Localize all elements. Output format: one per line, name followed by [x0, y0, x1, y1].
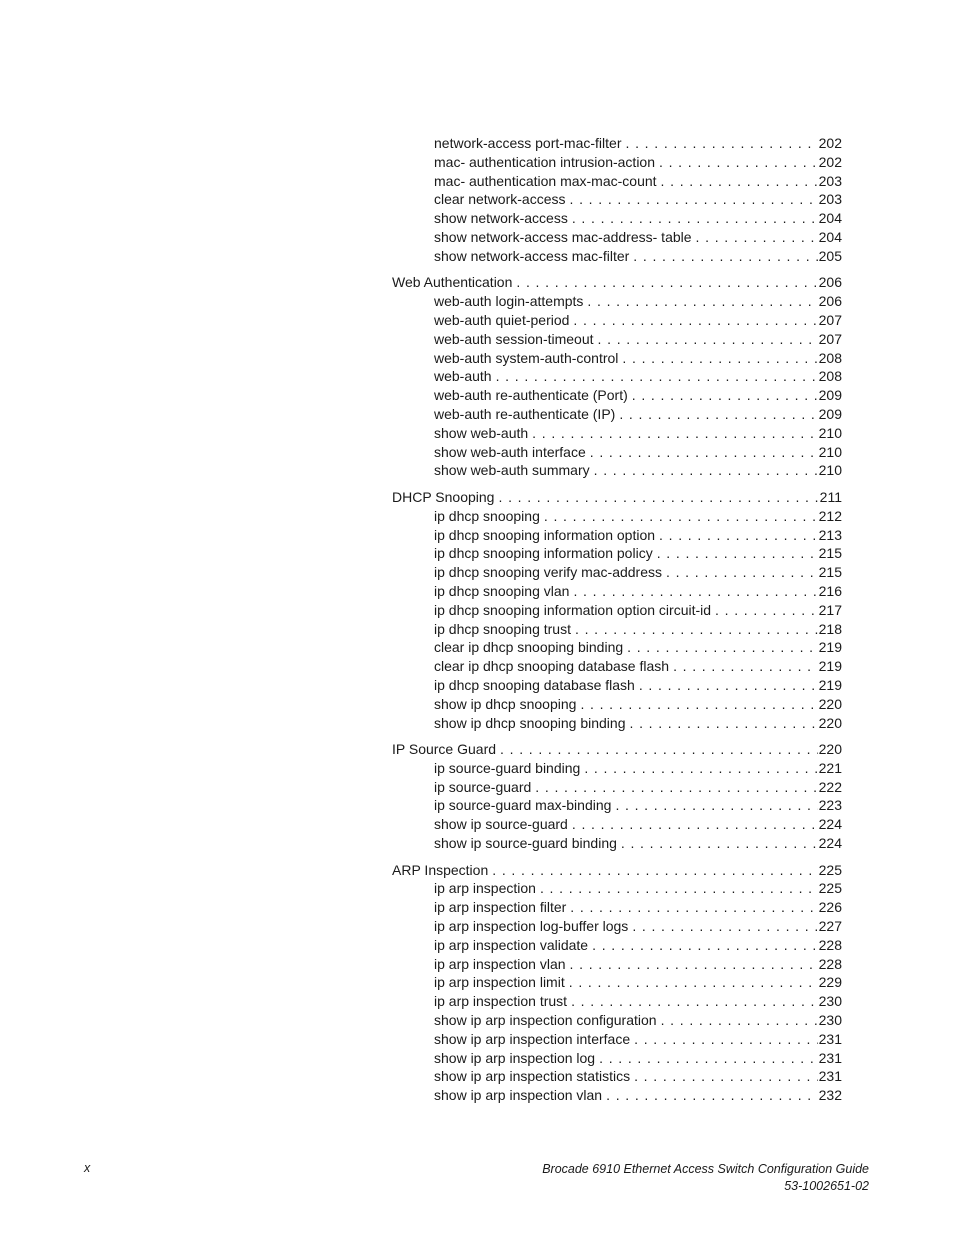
toc-entry[interactable]	[392, 676, 842, 695]
toc-entry-page: 218	[818, 620, 842, 637]
dot-leader	[580, 695, 817, 714]
dot-leader	[584, 759, 817, 778]
toc-entry[interactable]	[392, 898, 842, 917]
toc-entry[interactable]	[392, 815, 842, 834]
dot-leader	[633, 247, 817, 266]
toc-entry-page: 231	[818, 1049, 842, 1066]
dot-leader	[657, 544, 818, 563]
page-number: x	[84, 1161, 91, 1175]
toc-entry-label: web-auth system-auth-control	[434, 349, 619, 366]
toc-entry[interactable]	[392, 1067, 842, 1086]
toc-entry-label: network-access port-mac-filter	[434, 135, 622, 151]
toc-entry-page: 230	[818, 1012, 842, 1029]
dot-leader	[575, 620, 818, 639]
toc-entry[interactable]	[392, 292, 842, 311]
toc-entry[interactable]	[392, 834, 842, 853]
toc-entry[interactable]	[392, 228, 842, 247]
toc-entry-page: 203	[818, 172, 842, 189]
toc-entry-label: ip arp inspection filter	[434, 899, 567, 916]
toc-entry-page: 205	[818, 247, 842, 264]
toc-entry-page: 204	[818, 228, 842, 245]
toc-section-entry[interactable]	[392, 861, 842, 880]
toc-entry-label: show ip dhcp snooping binding	[434, 714, 626, 731]
toc-entry[interactable]	[392, 992, 842, 1011]
toc-entry-label: show ip dhcp snooping	[434, 695, 577, 712]
toc-entry-page: 231	[818, 1030, 842, 1047]
dot-leader	[634, 1030, 818, 1049]
dot-leader	[572, 209, 818, 228]
dot-leader	[498, 488, 818, 507]
toc-entry-page: 202	[818, 135, 842, 151]
toc-entry-label: show web-auth summary	[434, 462, 590, 479]
dot-leader	[492, 861, 817, 880]
dot-leader	[627, 638, 818, 657]
toc-entry-page: 227	[818, 918, 842, 935]
toc-entry-page: 225	[818, 880, 842, 897]
toc-entry-page: 231	[818, 1068, 842, 1085]
toc-entry-label: ip source-guard max-binding	[434, 797, 612, 814]
toc-entry-label: show ip arp inspection statistics	[434, 1068, 631, 1085]
toc-entry[interactable]	[392, 1030, 842, 1049]
toc-entry-label: ARP Inspection	[392, 861, 489, 878]
toc-entry[interactable]	[392, 1011, 842, 1030]
toc-entry[interactable]	[392, 620, 842, 639]
dot-leader	[673, 657, 818, 676]
toc-entry[interactable]	[392, 563, 842, 582]
dot-leader	[715, 601, 818, 620]
toc-entry-label: show network-access mac-filter	[434, 247, 630, 264]
toc-entry[interactable]	[392, 134, 842, 153]
toc-entry-page: 210	[818, 443, 842, 460]
toc-entry[interactable]	[392, 209, 842, 228]
toc-entry-label: ip arp inspection limit	[434, 974, 565, 991]
dot-leader	[594, 461, 818, 480]
toc-entry-label: show ip arp inspection vlan	[434, 1087, 603, 1104]
dot-leader	[573, 311, 817, 330]
toc-entry[interactable]	[392, 247, 842, 266]
toc-entry[interactable]	[392, 544, 842, 563]
toc-entry[interactable]	[392, 443, 842, 462]
toc-entry[interactable]	[392, 507, 842, 526]
toc-entry-label: web-auth login-attempts	[434, 293, 584, 310]
dot-leader	[615, 796, 817, 815]
toc-entry-page: 210	[818, 462, 842, 479]
toc-entry-label: ip dhcp snooping vlan	[434, 582, 570, 599]
toc-entry-page: 230	[818, 993, 842, 1010]
toc-entry[interactable]	[392, 367, 842, 386]
toc-entry-page: 211	[819, 488, 842, 505]
toc-entry-label: DHCP Snooping	[392, 488, 495, 505]
toc-entry[interactable]	[392, 1086, 842, 1105]
toc-entry-page: 207	[818, 330, 842, 347]
dot-leader	[619, 405, 817, 424]
toc-entry-page: 217	[818, 601, 842, 618]
toc-entry[interactable]	[392, 330, 842, 349]
dot-leader	[659, 526, 818, 545]
toc-entry[interactable]	[392, 461, 842, 480]
toc-entry-label: web-auth re-authenticate (IP)	[434, 405, 616, 422]
toc-entry-page: 206	[818, 274, 842, 291]
toc-section-entry[interactable]	[392, 488, 842, 507]
dot-leader	[572, 815, 818, 834]
toc-entry[interactable]	[392, 695, 842, 714]
toc-entry[interactable]	[392, 936, 842, 955]
toc-entry-label: ip dhcp snooping database flash	[434, 676, 635, 693]
toc-entry-label: ip source-guard	[434, 778, 532, 795]
dot-leader	[666, 563, 818, 582]
toc-entry-page: 213	[818, 526, 842, 543]
toc-entry-label: ip arp inspection vlan	[434, 955, 566, 972]
toc-entry-page: 215	[818, 545, 842, 562]
dot-leader	[632, 386, 818, 405]
toc-entry[interactable]	[392, 601, 842, 620]
dot-leader	[696, 228, 818, 247]
toc-entry-page: 206	[818, 293, 842, 310]
toc-entry-label: show ip arp inspection interface	[434, 1030, 631, 1047]
toc-entry[interactable]	[392, 917, 842, 936]
toc-entry-label: show network-access	[434, 210, 568, 227]
toc-entry-label: show web-auth	[434, 424, 529, 441]
dot-leader	[571, 992, 818, 1011]
dot-leader	[606, 1086, 818, 1105]
toc-entry-label: clear network-access	[434, 191, 566, 208]
dot-leader	[598, 330, 818, 349]
toc-entry-page: 226	[818, 899, 842, 916]
toc-entry[interactable]	[392, 955, 842, 974]
dot-leader	[569, 973, 818, 992]
toc-entry[interactable]	[392, 638, 842, 657]
toc-entry-label: ip arp inspection log-buffer logs	[434, 918, 629, 935]
toc-entry-page: 228	[818, 936, 842, 953]
toc-entry-label: ip dhcp snooping trust	[434, 620, 571, 637]
toc-entry-page: 219	[818, 658, 842, 675]
toc-entry[interactable]	[392, 386, 842, 405]
toc-entry[interactable]	[392, 405, 842, 424]
toc-section-entry[interactable]	[392, 740, 842, 759]
toc-entry-label: ip arp inspection validate	[434, 936, 589, 953]
dot-leader	[661, 172, 818, 191]
toc-section-entry[interactable]	[392, 273, 842, 292]
toc-entry[interactable]	[392, 796, 842, 815]
toc-entry-label: clear ip dhcp snooping binding	[434, 639, 624, 656]
toc-entry[interactable]	[392, 778, 842, 797]
dot-leader	[570, 190, 818, 209]
dot-leader	[622, 349, 817, 368]
toc-entry-page: 209	[818, 387, 842, 404]
toc-entry-page: 204	[818, 210, 842, 227]
toc-entry-label: show ip arp inspection configuration	[434, 1012, 657, 1029]
toc-entry[interactable]	[392, 424, 842, 443]
toc-entry-label: ip dhcp snooping	[434, 507, 540, 524]
dot-leader	[621, 834, 818, 853]
toc-entry-page: 212	[818, 507, 842, 524]
toc-entry[interactable]	[392, 526, 842, 545]
toc-entry[interactable]	[392, 973, 842, 992]
toc-entry-page: 209	[818, 405, 842, 422]
toc-entry-label: ip dhcp snooping information policy	[434, 545, 653, 562]
toc-entry-page: 232	[818, 1087, 842, 1104]
doc-number: 53-1002651-02	[784, 1179, 869, 1193]
toc-entry-page: 221	[818, 759, 842, 776]
dot-leader	[592, 936, 818, 955]
toc-entry-label: ip dhcp snooping verify mac-address	[434, 564, 663, 581]
toc-entry-label: ip arp inspection trust	[434, 993, 568, 1010]
toc-entry-page: 228	[818, 955, 842, 972]
dot-leader	[500, 740, 818, 759]
toc-entry-page: 222	[818, 778, 842, 795]
doc-title: Brocade 6910 Ethernet Access Switch Configuration Guide	[542, 1162, 869, 1176]
toc-entry-page: 202	[818, 153, 842, 170]
toc-entry-page: 225	[818, 861, 842, 878]
toc-entry[interactable]	[392, 172, 842, 191]
toc-entry-page: 220	[818, 714, 842, 731]
toc-entry[interactable]	[392, 190, 842, 209]
toc-entry-label: ip arp inspection	[434, 880, 536, 897]
toc-entry[interactable]	[392, 879, 842, 898]
toc-entry-label: web-auth	[434, 368, 492, 385]
toc-entry[interactable]	[392, 714, 842, 733]
toc-entry-label: show ip source-guard binding	[434, 835, 617, 852]
dot-leader	[590, 443, 818, 462]
toc-entry-page: 223	[818, 797, 842, 814]
dot-leader	[540, 879, 818, 898]
toc-entry[interactable]	[392, 153, 842, 172]
dot-leader	[573, 582, 817, 601]
toc-entry[interactable]	[392, 582, 842, 601]
toc-entry-label: mac- authentication max-mac-count	[434, 172, 657, 189]
dot-leader	[535, 778, 817, 797]
dot-leader	[639, 676, 818, 695]
toc-entry-page: 208	[818, 368, 842, 385]
dot-leader	[532, 424, 817, 443]
toc-entry[interactable]	[392, 311, 842, 330]
toc-entry[interactable]	[392, 1049, 842, 1068]
dot-leader	[626, 134, 818, 153]
dot-leader	[570, 955, 818, 974]
dot-leader	[661, 1011, 818, 1030]
toc-entry-page: 207	[818, 311, 842, 328]
toc-entry-page: 224	[818, 835, 842, 852]
dot-leader	[570, 898, 817, 917]
toc-entry-label: ip source-guard binding	[434, 759, 581, 776]
toc-entry-label: web-auth quiet-period	[434, 311, 570, 328]
toc-entry-label: IP Source Guard	[392, 741, 497, 758]
toc-entry-label: show ip source-guard	[434, 816, 568, 833]
dot-leader	[634, 1067, 818, 1086]
dot-leader	[516, 273, 817, 292]
dot-leader	[544, 507, 818, 526]
toc-entry-label: show ip arp inspection log	[434, 1049, 596, 1066]
toc-entry-label: Web Authentication	[392, 274, 513, 291]
toc-entry[interactable]	[392, 657, 842, 676]
toc-entry-page: 220	[818, 741, 842, 758]
dot-leader	[629, 714, 817, 733]
toc-entry-page: 208	[818, 349, 842, 366]
toc-entry-page: 203	[818, 191, 842, 208]
toc-entry-page: 210	[818, 424, 842, 441]
toc-entry-label: web-auth re-authenticate (Port)	[434, 387, 628, 404]
dot-leader	[587, 292, 817, 311]
dot-leader	[632, 917, 817, 936]
toc-entry-page: 215	[818, 564, 842, 581]
toc-entry[interactable]	[392, 349, 842, 368]
toc-entry-label: ip dhcp snooping information option	[434, 526, 656, 543]
footer-doc-info	[542, 1161, 869, 1195]
toc-entry-label: mac- authentication intrusion-action	[434, 153, 656, 170]
toc-entry-label: ip dhcp snooping information option circuit-id	[434, 601, 712, 618]
toc-entry-label: clear ip dhcp snooping database flash	[434, 658, 670, 675]
toc-entry-page: 220	[818, 695, 842, 712]
toc-entry-label: show web-auth interface	[434, 443, 586, 460]
toc-entry-page: 219	[818, 676, 842, 693]
toc-entry-page: 216	[818, 582, 842, 599]
dot-leader	[599, 1049, 818, 1068]
toc-entry-label: show network-access mac-address- table	[434, 228, 692, 245]
toc-entry-label: web-auth session-timeout	[434, 330, 594, 347]
dot-leader	[496, 367, 818, 386]
dot-leader	[659, 153, 818, 172]
toc-entry-page: 229	[818, 974, 842, 991]
table-of-contents	[392, 134, 842, 1105]
toc-entry[interactable]	[392, 759, 842, 778]
toc-entry-page: 224	[818, 816, 842, 833]
toc-entry-page: 219	[818, 639, 842, 656]
